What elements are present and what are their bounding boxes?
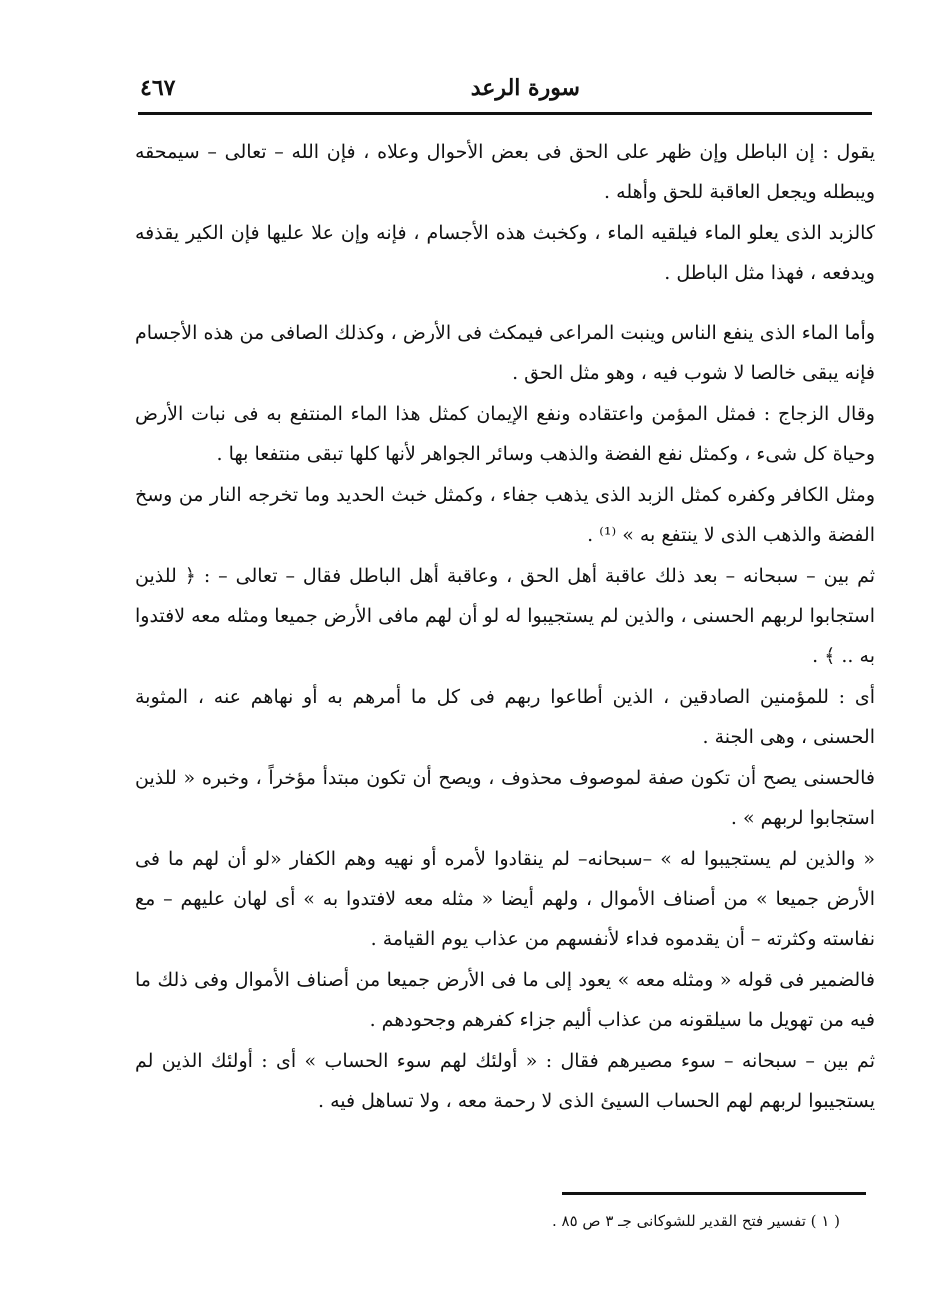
footnote: ( ١ ) تفسير فتح القدير للشوكانى جـ ٣ ص ٨٥ . xyxy=(551,1212,840,1230)
paragraph: « والذين لم يستجيبوا له » –سبحانه– لم ينقادوا لأمره أو نهيه وهم الكفار «لو أن لهم ما فى الأرض جميعا » من أصناف الأموال ، ولهم أيضا « مثله معه لافتدوا به » أى لهان عليهم – مع نفاسته وكثرته – أن يقدموه فداء لأنفسهم من عذاب يوم القيامة . xyxy=(135,848,875,950)
paragraph: ومثل الكافر وكفره كمثل الزبد الذى يذهب جفاء ، وكمثل خبث الحديد وما تخرجه النار من وسخ الفضة والذهب الذى لا ينتفع به » ⁽¹⁾ . xyxy=(135,484,875,546)
paragraph: يقول : إن الباطل وإن ظهر على الحق فى بعض الأحوال وعلاه ، فإن الله – تعالى – سيمحقه ويبطله ويجعل العاقبة للحق وأهله . xyxy=(135,141,875,203)
paragraph: فالحسنى يصح أن تكون صفة لموصوف محذوف ، ويصح أن تكون مبتدأ مؤخراً ، وخبره « للذين استجابوا لربهم » . xyxy=(135,767,875,829)
page-header xyxy=(140,72,870,108)
footnote-rule xyxy=(562,1192,866,1195)
header-rule xyxy=(138,112,872,115)
paragraph: ثم بين – سبحانه – سوء مصيرهم فقال : « أولئك لهم سوء الحساب » أى : أولئك الذين لم يستجيبوا لربهم لهم الحساب السيئ الذى لا رحمة معه ، ولا تساهل فيه . xyxy=(135,1050,875,1112)
paragraph: وقال الزجاج : فمثل المؤمن واعتقاده ونفع الإيمان كمثل هذا الماء المنتفع به فى نبات الأرض وحياة كل شىء ، وكمثل نفع الفضة والذهب وسائر الجواهر لأنها كلها تبقى منتفعا بها . xyxy=(135,403,875,465)
page-number: ٤٦٧ xyxy=(140,75,176,101)
paragraph: وأما الماء الذى ينفع الناس وينبت المراعى فيمكث فى الأرض ، وكذلك الصافى من هذه الأجسام فإنه يبقى خالصا لا شوب فيه ، وهو مثل الحق . xyxy=(135,322,875,384)
paragraph: أى : للمؤمنين الصادقين ، الذين أطاعوا ربهم فى كل ما أمرهم به أو نهاهم عنه ، المثوبة الحسنى ، وهى الجنة . xyxy=(135,686,875,748)
body-text xyxy=(135,132,875,1121)
surah-title: سورة الرعد xyxy=(470,75,580,101)
paragraph: كالزبد الذى يعلو الماء فيلقيه الماء ، وكخبث هذه الأجسام ، فإنه وإن علا عليها فإن الكير يقذفه ويدفعه ، فهذا مثل الباطل . xyxy=(135,222,875,284)
paragraph: ثم بين – سبحانه – بعد ذلك عاقبة أهل الحق ، وعاقبة أهل الباطل فقال – تعالى – : ﴿ للذين استجابوا لربهم الحسنى ، والذين لم يستجيبوا له لو أن لهم مافى الأرض جميعا ومثله معه لافتدوا به .. ﴾ . xyxy=(135,565,875,667)
paragraph: فالضمير فى قوله « ومثله معه » يعود إلى ما فى الأرض جميعا من أصناف الأموال وفى ذلك ما فيه من تهويل ما سيلقونه من عذاب أليم جزاء كفرهم وجحودهم . xyxy=(135,969,875,1031)
